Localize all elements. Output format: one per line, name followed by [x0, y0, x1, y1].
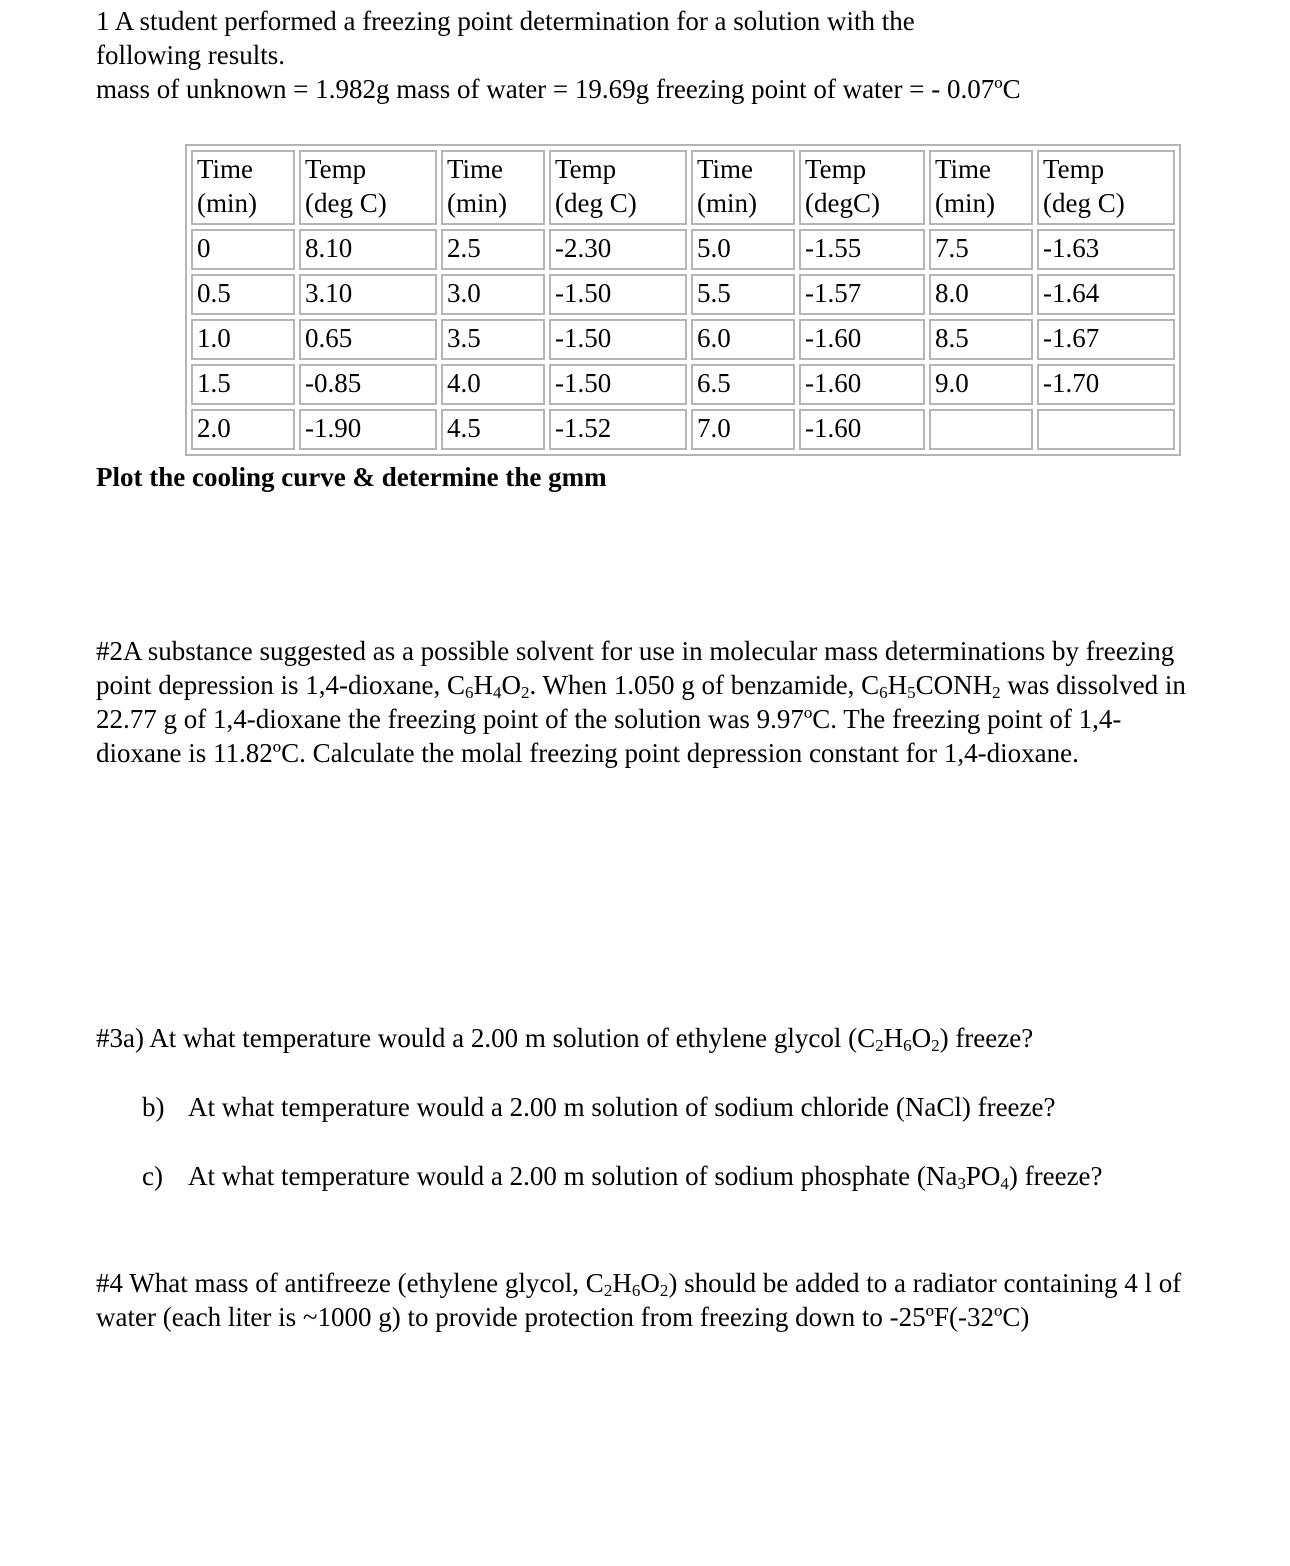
table-cell: -1.57 [799, 274, 925, 315]
table-cell: -1.50 [549, 364, 687, 405]
table-cell: 4.0 [441, 364, 545, 405]
intro-line-1: 1 A student performed a freezing point determination for a solution with the [96, 6, 915, 36]
table-cell: -1.64 [1037, 274, 1175, 315]
table-cell: 3.10 [299, 274, 437, 315]
table-cell: 8.0 [929, 274, 1033, 315]
question-3a: #3a) At what temperature would a 2.00 m solution of ethylene glycol $(C_2H_6O_2)$ freeze? [96, 1023, 1034, 1055]
table-cell: 1.5 [191, 364, 295, 405]
table-cell: 7.0 [691, 409, 795, 450]
table-header-row [191, 150, 1175, 225]
question-4: #4 What mass of antifreeze (ethylene glycol, $C_2H_6O_2$) should be added to a radiator containing 4 l of water (each liter is ~1000 g) to provide protection from freezing down to -25ºF(-32ºC) [96, 1268, 1182, 1332]
table-cell: 6.0 [691, 319, 795, 360]
table-row [191, 364, 1175, 405]
table-cell: -1.50 [549, 274, 687, 315]
table-row [191, 319, 1175, 360]
item-text: At what temperature would a 2.00 m solution of sodium phosphate $(Na_3PO_4)$ freeze? [188, 1161, 1103, 1193]
table-cell: -0.85 [299, 364, 437, 405]
table-cell: -1.60 [799, 409, 925, 450]
header-cell: Temp (degC) [799, 150, 925, 225]
table-cell: 6.5 [691, 364, 795, 405]
table-cell: -1.67 [1037, 319, 1175, 360]
question-1-intro [96, 4, 1196, 106]
table-cell: 9.0 [929, 364, 1033, 405]
header-cell: Time (min) [441, 150, 545, 225]
table-row [191, 229, 1175, 270]
header-cell: Temp (deg C) [1037, 150, 1175, 225]
question-2: #2A substance suggested as a possible solvent for use in molecular mass determinations by freezing point depression is 1,4-dioxane, $C_6H_4O_2$. When 1.050 g of benzamide, $C_6H_5CONH_2$ was dissolved in 22.77 g of 1,4-dioxane the freezing point of the solution was 9.97ºC. The freezing point of 1,4-dioxane is 11.82ºC. Calculate the molal freezing point depression constant for 1,4-dioxane. [96, 636, 1186, 768]
table-cell [1037, 409, 1175, 450]
table-cell: 5.5 [691, 274, 795, 315]
table-cell [929, 409, 1033, 450]
table-cell: 1.0 [191, 319, 295, 360]
table-cell: 5.0 [691, 229, 795, 270]
table-cell: -1.70 [1037, 364, 1175, 405]
table-cell: 4.5 [441, 409, 545, 450]
table-cell: 0.5 [191, 274, 295, 315]
item-text: At what temperature would a 2.00 m solution of sodium chloride (NaCl) freeze? [188, 1092, 1056, 1122]
table-cell: 8.5 [929, 319, 1033, 360]
header-cell: Temp (deg C) [299, 150, 437, 225]
table-cell: 2.0 [191, 409, 295, 450]
header-cell: Time (min) [691, 150, 795, 225]
header-cell: Time (min) [191, 150, 295, 225]
table-cell: -1.90 [299, 409, 437, 450]
table-cell: -1.60 [799, 364, 925, 405]
question-1-task: Plot the cooling curve & determine the gmm [96, 462, 607, 492]
table-row [191, 409, 1175, 450]
table-cell: 2.5 [441, 229, 545, 270]
intro-line-3: mass of unknown = 1.982g mass of water = 19.69g freezing point of water = - 0.07ºC [96, 74, 1021, 104]
table-cell: 7.5 [929, 229, 1033, 270]
table-cell: -1.50 [549, 319, 687, 360]
table-cell: -1.55 [799, 229, 925, 270]
table-row [191, 274, 1175, 315]
table-cell: 3.5 [441, 319, 545, 360]
cooling-data-table [185, 144, 1181, 456]
header-cell: Temp (deg C) [549, 150, 687, 225]
table-cell: -2.30 [549, 229, 687, 270]
table-cell: 8.10 [299, 229, 437, 270]
item-letter: b) [142, 1092, 165, 1122]
header-cell: Time (min) [929, 150, 1033, 225]
table-cell: 0 [191, 229, 295, 270]
table-cell: -1.63 [1037, 229, 1175, 270]
intro-line-2: following results. [96, 40, 285, 70]
table-cell: -1.60 [799, 319, 925, 360]
table-cell: -1.52 [549, 409, 687, 450]
table-cell: 3.0 [441, 274, 545, 315]
item-letter: c) [142, 1161, 163, 1191]
table-cell: 0.65 [299, 319, 437, 360]
